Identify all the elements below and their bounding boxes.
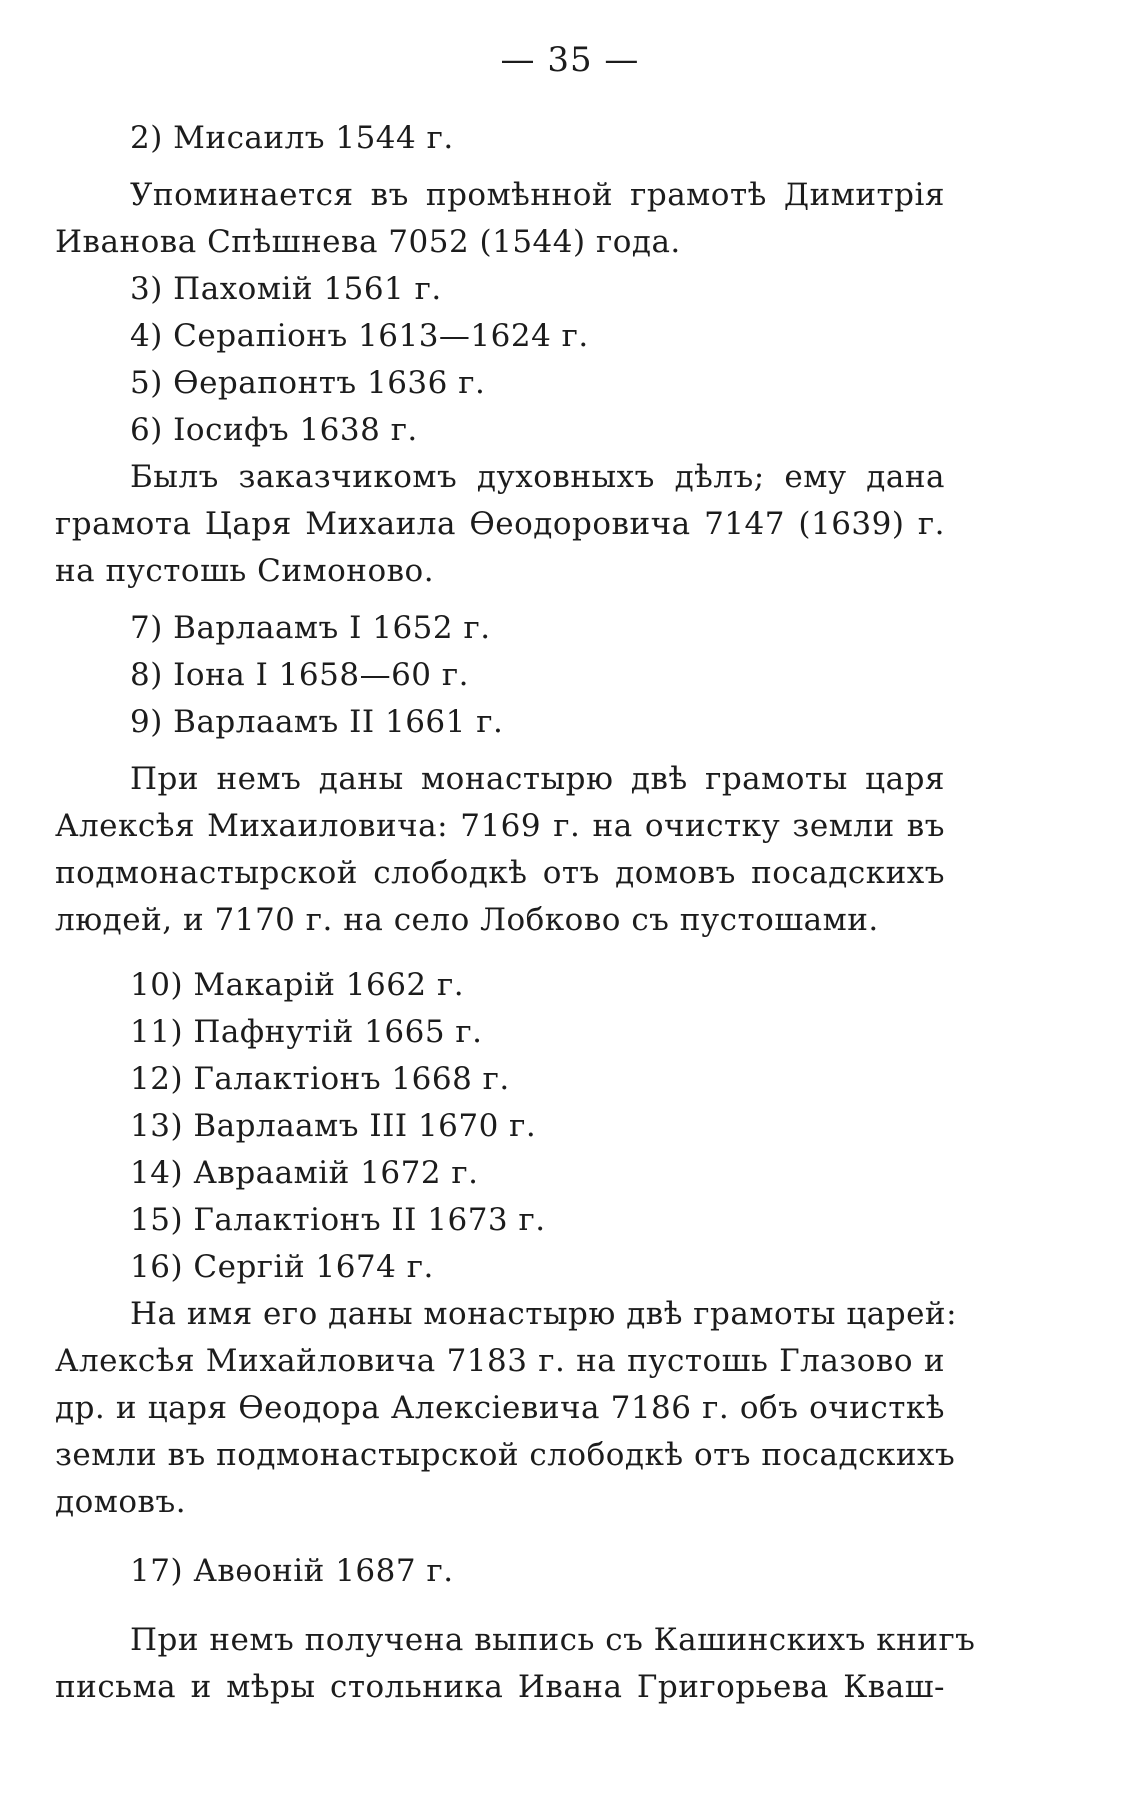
paragraph-line: Алексѣя Михайловича 7183 г. на пустошь Глазово и <box>55 1343 945 1379</box>
paragraph-line: Алексѣя Михаиловича: 7169 г. на очистку земли въ <box>55 808 945 844</box>
list-item-8: 8) Іона I 1658—60 г. <box>130 657 469 693</box>
page-text <box>55 115 976 1711</box>
paragraph-line: Упоминается въ промѣнной грамотѣ Димитрія <box>130 177 945 213</box>
list-item-12: 12) Галактіонъ 1668 г. <box>130 1061 510 1097</box>
list-item-2: 2) Мисаилъ 1544 г. <box>130 120 454 156</box>
list-item-10: 10) Макарій 1662 г. <box>130 967 465 1003</box>
list-item-14: 14) Авраамій 1672 г. <box>130 1155 479 1191</box>
list-item-15: 15) Галактіонъ II 1673 г. <box>130 1202 546 1238</box>
paragraph-line: людей, и 7170 г. на село Лобково съ пустошами. <box>55 902 879 938</box>
list-item-17: 17) Авѳоній 1687 г. <box>130 1553 454 1589</box>
paragraph-line: При немъ даны монастырю двѣ грамоты царя <box>130 761 945 797</box>
paragraph-line: грамота Царя Михаила Ѳеодоровича 7147 (1639) г. <box>55 506 945 542</box>
list-item-3: 3) Пахомій 1561 г. <box>130 271 442 307</box>
paragraph-line: на пустошь Симоново. <box>55 553 435 589</box>
list-item-5: 5) Ѳерапонтъ 1636 г. <box>130 365 486 401</box>
paragraph-line: др. и царя Ѳеодора Алексіевича 7186 г. объ очисткѣ <box>55 1390 945 1426</box>
paragraph-line: На имя его даны монастырю двѣ грамоты царей: <box>130 1296 958 1332</box>
list-item-11: 11) Пафнутій 1665 г. <box>130 1014 483 1050</box>
paragraph-line: подмонастырской слободкѣ отъ домовъ посадскихъ <box>55 855 945 891</box>
list-item-4: 4) Серапіонъ 1613—1624 г. <box>130 318 589 354</box>
paragraph-line: При немъ получена выпись съ Кашинскихъ книгъ <box>130 1622 976 1658</box>
list-item-7: 7) Варлаамъ I 1652 г. <box>130 610 491 646</box>
paragraph-line: письма и мѣры стольника Ивана Григорьева Кваш- <box>55 1669 945 1705</box>
list-item-16: 16) Сергій 1674 г. <box>130 1249 434 1285</box>
list-item-9: 9) Варлаамъ II 1661 г. <box>130 704 504 740</box>
paragraph-line: домовъ. <box>55 1484 187 1520</box>
list-item-6: 6) Іосифъ 1638 г. <box>130 412 418 448</box>
paragraph-line: Былъ заказчикомъ духовныхъ дѣлъ; ему дана <box>130 459 945 495</box>
paragraph-line: земли въ подмонастырской слободкѣ отъ посадскихъ <box>55 1437 956 1473</box>
list-item-13: 13) Варлаамъ III 1670 г. <box>130 1108 537 1144</box>
paragraph-line: Иванова Спѣшнева 7052 (1544) года. <box>55 224 681 260</box>
page-number: — 35 — <box>500 40 640 80</box>
